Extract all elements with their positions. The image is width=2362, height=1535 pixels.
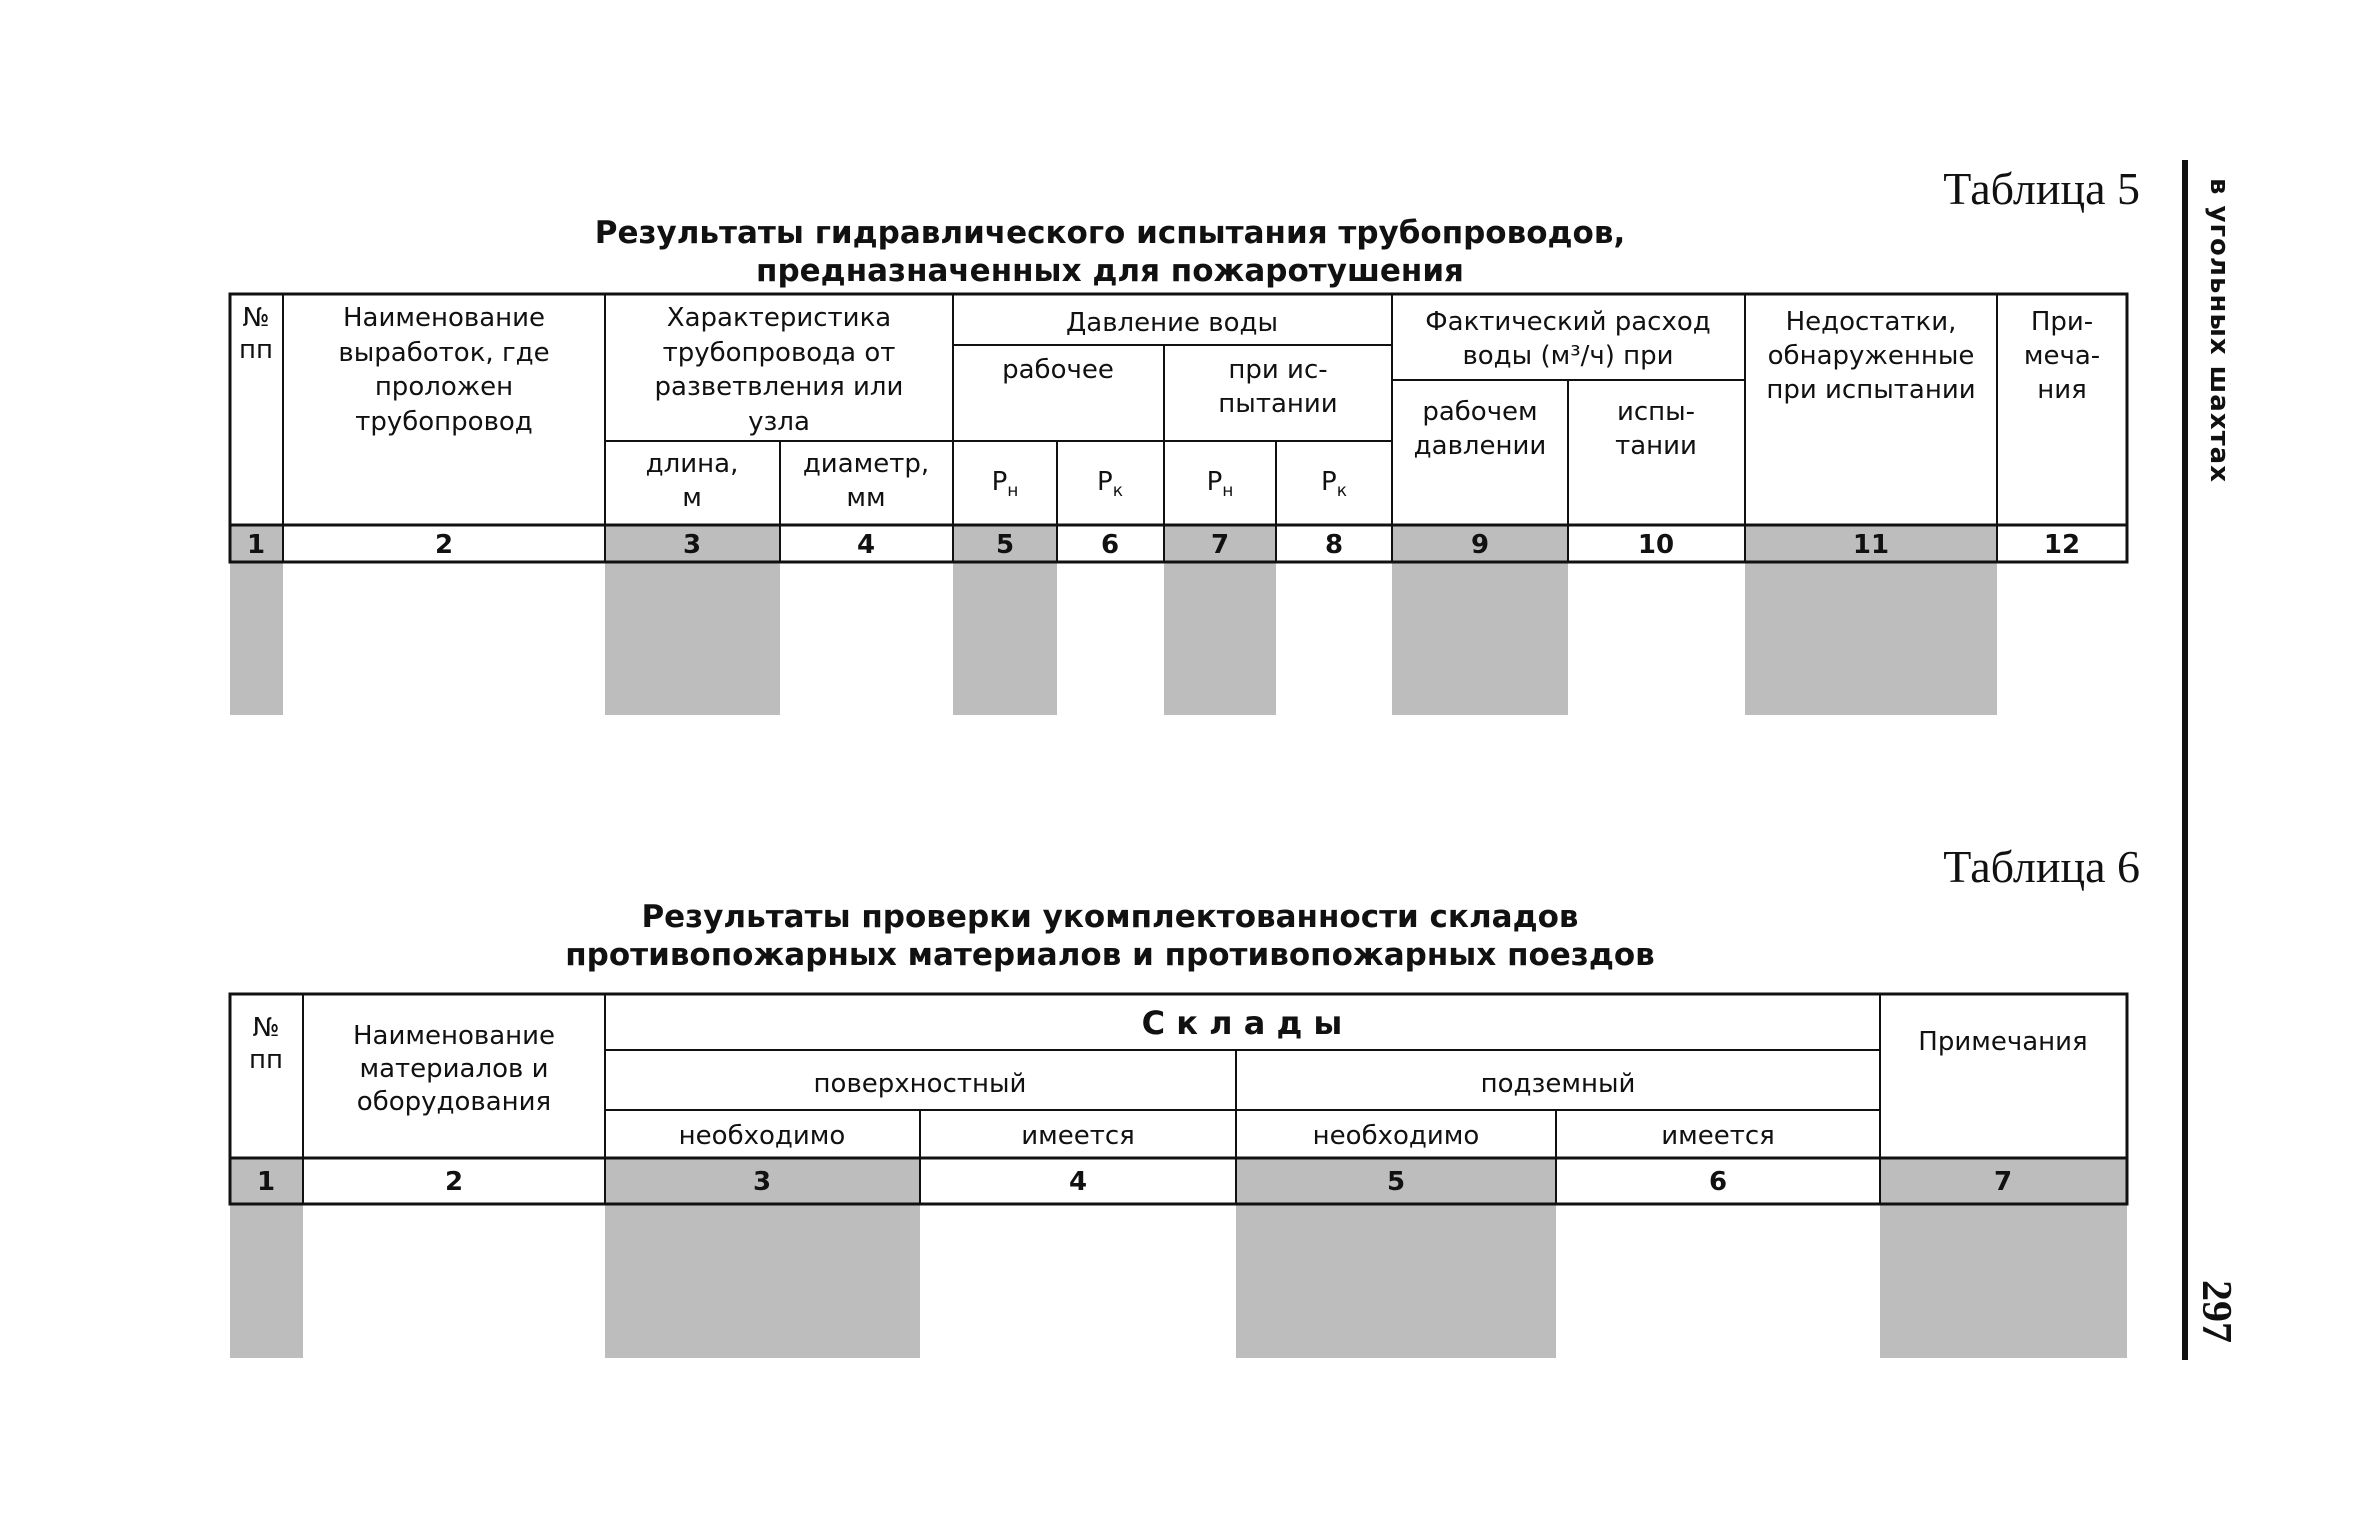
t6-h-name-2: оборудования [356,1087,552,1117]
t5-h-name-1: выработок, где [338,338,550,368]
t5-h-flow-1: воды (м³/ч) при [1462,341,1674,371]
t5-pk-2-sub: к [1336,481,1347,501]
t5-h-work: рабочее [1002,355,1114,385]
t5-h-diameter-0: диаметр, [802,449,930,479]
t5-pk-1-sub: к [1112,481,1123,501]
t6-h-name-0: Наименование [352,1021,556,1051]
t6-h-available-1: имеется [1021,1121,1135,1151]
t5-pn-2-sub: н [1222,481,1234,501]
t5-h-pressure: Давление воды [1065,308,1279,338]
t6-h-stores: С к л а д ы [1141,1004,1343,1042]
t5-colnum-4: 4 [856,530,876,560]
t5-colnum-11: 11 [1852,530,1890,560]
t5-h-flow-work-0: рабочем [1422,397,1538,427]
t6-colnum-6: 6 [1708,1167,1728,1197]
t5-h-no-2: пп [239,335,273,365]
t6-colnum-1: 1 [256,1167,276,1197]
t5-h-char-2: разветвления или [654,372,904,402]
table5-title-line1: Результаты гидравлического испытания трубопроводов, [594,215,1626,251]
t6-h-name-1: материалов и [359,1054,549,1084]
t5-pk-1-p: Р [1097,467,1113,497]
t5-colnum-1: 1 [246,530,266,560]
t5-colnum-10: 10 [1637,530,1675,560]
t5-h-flow-0: Фактический расход [1425,307,1711,337]
t5-colnum-3: 3 [682,530,702,560]
t6-h-surface: поверхностный [813,1069,1027,1099]
t5-h-length-1: м [682,483,702,513]
t5-colnum-8: 8 [1324,530,1344,560]
t5-h-char-3: узла [748,407,810,437]
t6-colnum-7: 7 [1993,1167,2013,1197]
t5-h-name-3: трубопровод [355,407,533,437]
t5-colnum-7: 7 [1210,530,1230,560]
t5-h-no-1: № [242,303,270,333]
t5-h-name-2: проложен [374,372,514,402]
t6-h-notes: Примечания [1918,1027,2088,1057]
t6-h-required-2: необходимо [1312,1121,1480,1151]
t5-colnum-9: 9 [1470,530,1490,560]
t5-h-notes-2: ния [2037,375,2087,405]
t6-h-no-2: пп [249,1045,283,1075]
table6-title-line1: Результаты проверки укомплектованности складов [641,899,1579,935]
table5-title-line2: предназначенных для пожаротушения [756,253,1464,289]
t6-h-under: подземный [1480,1069,1636,1099]
table5-label: Таблица 5 [1943,163,2140,214]
t6-colnum-4: 4 [1068,1167,1088,1197]
t6-h-available-2: имеется [1661,1121,1775,1151]
t6-colnum-3: 3 [752,1167,772,1197]
table6-title-line2: противопожарных материалов и противопожарных поездов [565,937,1655,973]
t5-colnum-6: 6 [1100,530,1120,560]
t5-colnum-12: 12 [2043,530,2081,560]
t5-h-notes-1: меча- [2023,341,2101,371]
t5-h-name-0: Наименование [342,303,546,333]
t5-h-flow-work-1: давлении [1413,431,1547,461]
t5-h-diameter-1: мм [846,483,886,513]
t5-h-defects-2: при испытании [1766,375,1976,405]
t6-h-required-1: необходимо [678,1121,846,1151]
t6-colnum-2: 2 [444,1167,464,1197]
t5-h-char-0: Характеристика [666,303,892,333]
t5-h-defects-0: Недостатки, [1785,307,1957,337]
t5-colnum-5: 5 [995,530,1015,560]
t5-pn-1-p: Р [991,467,1008,497]
t5-h-notes-0: При- [2030,307,2094,337]
t5-h-defects-1: обнаруженные [1767,341,1975,371]
t5-colnum-2: 2 [434,530,454,560]
t5-h-test-0: при ис- [1228,355,1328,385]
table6-label: Таблица 6 [1943,841,2140,892]
table6-shading [230,1158,2127,1358]
page-number: 297 [2193,1280,2239,1343]
t5-pn-2-p: Р [1206,467,1223,497]
running-title: в угольных шахтах [2204,178,2234,483]
t5-h-length-0: длина, [645,449,739,479]
t6-colnum-5: 5 [1386,1167,1406,1197]
t6-h-no-1: № [252,1013,280,1043]
t5-pk-2-p: Р [1321,467,1337,497]
t5-h-flow-test-0: испы- [1616,397,1696,427]
t5-h-char-1: трубопровода от [662,338,896,368]
t5-pn-1-sub: н [1007,481,1019,501]
t5-h-test-1: пытании [1218,389,1338,419]
t5-h-flow-test-1: тании [1615,431,1697,461]
